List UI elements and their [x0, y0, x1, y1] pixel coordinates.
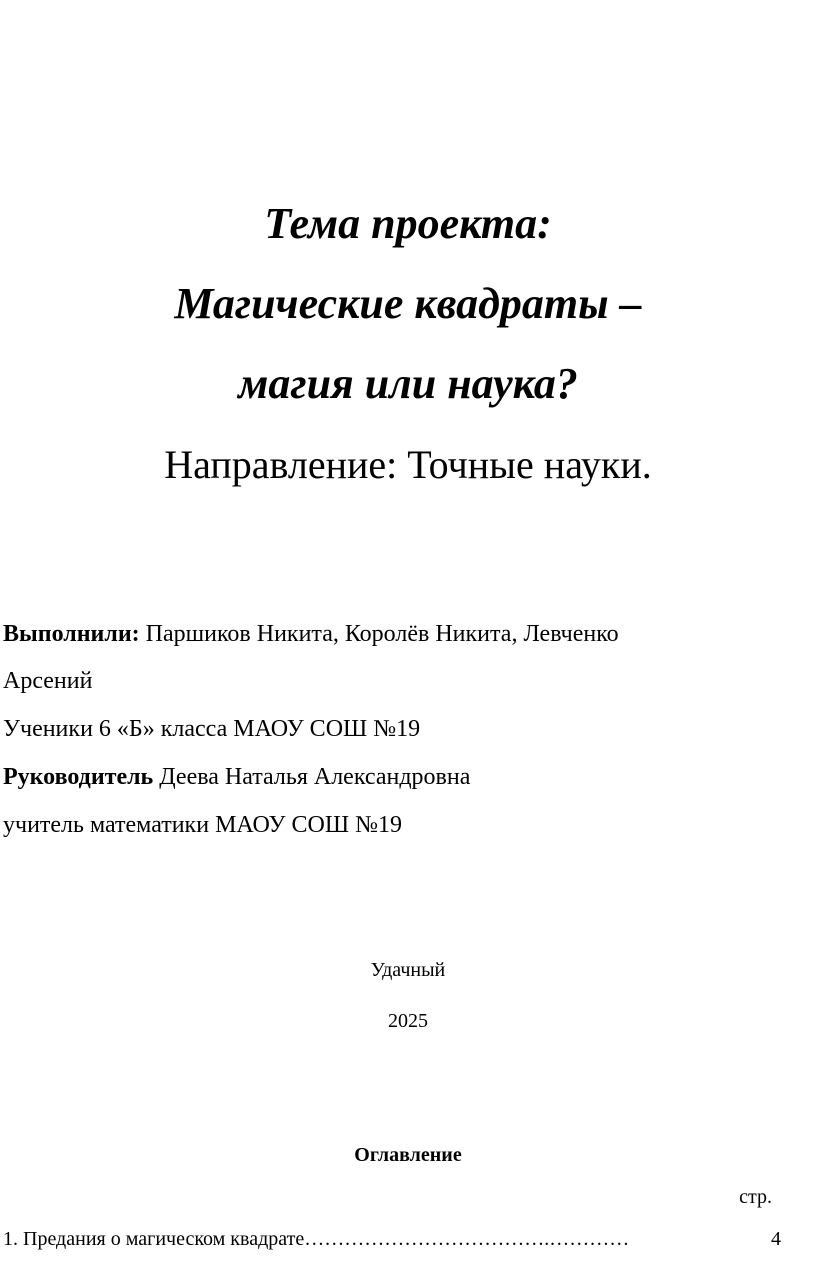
- project-title-line-1: Тема проекта:: [264, 199, 552, 248]
- authors-label: Выполнили:: [3, 621, 140, 647]
- place: Удачный: [370, 959, 446, 981]
- toc-page-label: стр.: [739, 1186, 772, 1208]
- supervisor-label: Руководитель: [3, 764, 154, 790]
- toc-item-leader: ……………………………….…………: [304, 1228, 630, 1250]
- year: 2025: [388, 1010, 428, 1032]
- students-class: Ученики 6 «Б» класса МАОУ СОШ №19: [3, 716, 421, 742]
- authors-names: Паршиков Никита, Королёв Никита, Левченко: [139, 621, 619, 647]
- project-title-line-3: магия или наука?: [238, 359, 578, 408]
- project-title-line-2: Магические квадраты –: [174, 279, 642, 328]
- project-direction: Направление: Точные науки.: [164, 442, 652, 487]
- toc-item-page: 4: [771, 1228, 781, 1250]
- supervisor-line: [3, 762, 470, 792]
- toc-item[interactable]: [3, 1226, 781, 1252]
- supervisor-name: Деева Наталья Александровна: [153, 764, 471, 790]
- authors-line: [3, 619, 619, 649]
- toc-heading: Оглавление: [354, 1144, 462, 1166]
- authors-names-continued: Арсений: [3, 668, 93, 694]
- toc-item-title: 1. Предания о магическом квадрате: [3, 1228, 305, 1250]
- supervisor-position: учитель математики МАОУ СОШ №19: [3, 812, 402, 838]
